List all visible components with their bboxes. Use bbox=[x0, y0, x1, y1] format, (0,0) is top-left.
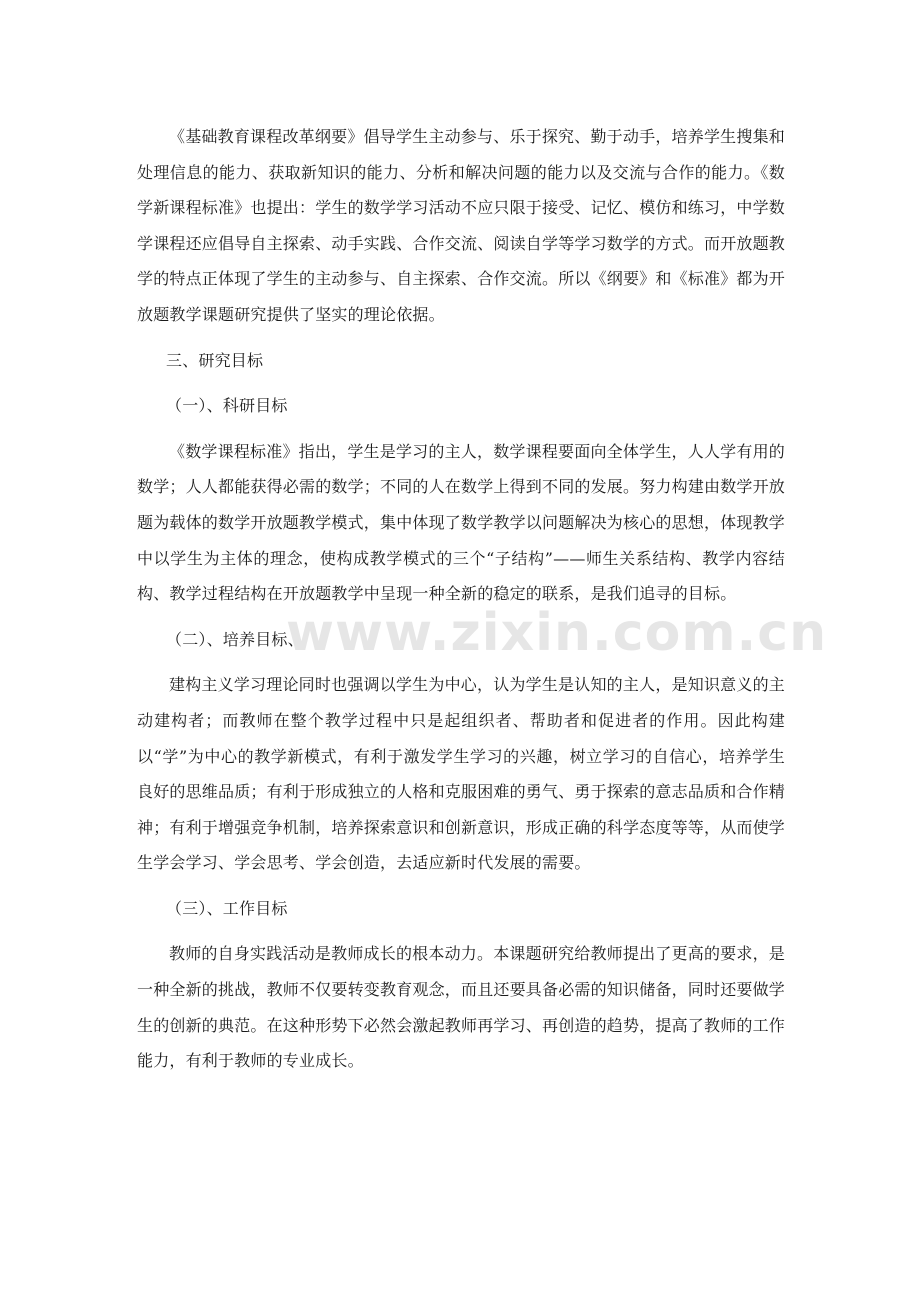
watermark: www.zixin.com.cn bbox=[286, 603, 828, 663]
subheading-training-goal: （二）、培养目标、 bbox=[166, 629, 304, 649]
paragraph-training-goal: 建构主义学习理论同时也强调以学生为中心，认为学生是认知的主人，是知识意义的主动建构者；而教师在整个教学过程中只是起组织者、帮助者和促进者的作用。因此构建以“学”为中心的教学新模式，有利于激发学生学习的兴趣，树立学习的自信心，培养学生良好的思维品质；有利于形成独立的人格和克服困难的勇气、勇于探索的意志品质和合作精神；有利于增强竞争机制，培养探索意识和创新意识，形成正确的科学态度等等，从而使学生学会学习、学会思考、学会创造，去适应新时代发展的需要。 bbox=[137, 675, 786, 873]
section-heading-research-goals: 三、研究目标 bbox=[166, 350, 264, 370]
paragraph-theory-basis: 《基础教育课程改革纲要》倡导学生主动参与、乐于探究、勤于动手，培养学生搜集和处理信息的能力、获取新知识的能力、分析和解决问题的能力以及交流与合作的能力。《数学新课程标准》也提出：学生的数学学习活动不应只限于接受、记忆、模仿和练习，中学数学课程还应倡导自主探索、动手实践、合作交流、阅读自学等学习数学的方式。而开放题教学的特点正体现了学生的主动参与、自主探索、合作交流。所以《纲要》和《标准》都为开放题教学课题研究提供了坚实的理论依据。 bbox=[137, 127, 786, 324]
subheading-research-goal: （一）、科研目标 bbox=[166, 396, 288, 416]
paragraph-work-goal: 教师的自身实践活动是教师成长的根本动力。本课题研究给教师提出了更高的要求，是一种全新的挑战，教师不仅要转变教育观念，而且还要具备必需的知识储备，同时还要做学生的创新的典范。在这种形势下必然会激起教师再学习、再创造的趋势，提高了教师的工作能力，有利于教师的专业成长。 bbox=[137, 944, 786, 1071]
paragraph-research-goal: 《数学课程标准》指出，学生是学习的主人，数学课程要面向全体学生，人人学有用的数学；人人都能获得必需的数学；不同的人在数学上得到不同的发展。努力构建由数学开放题为载体的数学开放题教学模式，集中体现了数学教学以问题解决为核心的思想，体现教学中以学生为主体的理念，使构成教学模式的三个“子结构”——师生关系结构、教学内容结构、教学过程结构在开放题教学中呈现一种全新的稳定的联系，是我们追寻的目标。 bbox=[137, 441, 786, 604]
subheading-work-goal: （三）、工作目标 bbox=[166, 898, 288, 918]
document-body bbox=[137, 119, 785, 1079]
